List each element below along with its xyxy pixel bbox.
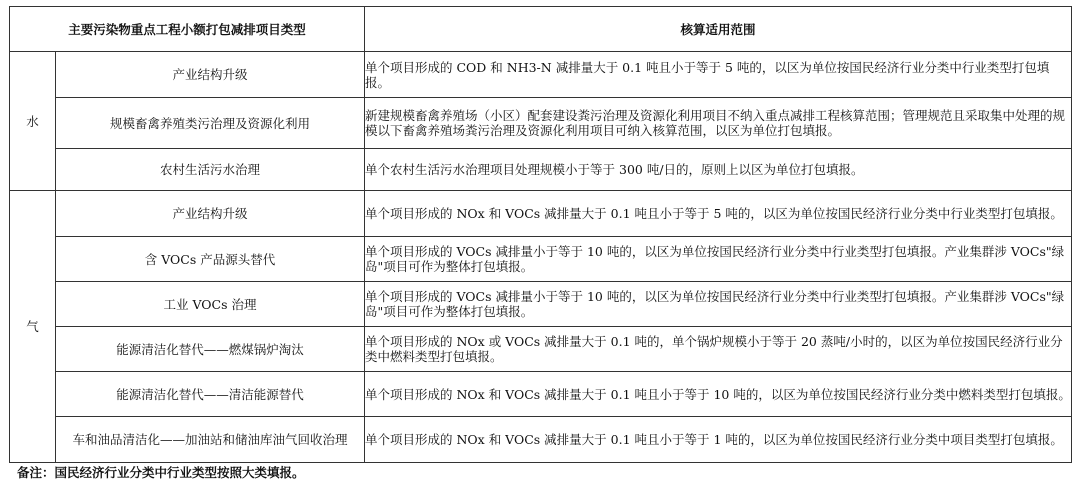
group-label-air: 气 xyxy=(10,191,56,463)
scope-text: 单个项目形成的 NOx 和 VOCs 减排量大于 0.1 吨且小于等于 1 吨的，以区为单位按国民经济行业分类中项目类型打包填报。 xyxy=(365,417,1072,463)
scope-text: 单个项目形成的 VOCs 减排量小于等于 10 吨的，以区为单位按国民经济行业分类中行业类型打包填报。产业集群涉 VOCs"绿岛"项目可作为整体打包填报。 xyxy=(365,237,1072,282)
scope-text: 单个项目形成的 NOx 和 VOCs 减排量大于 0.1 吨且小于等于 10 吨的，以区为单位按国民经济行业分类中燃料类型打包填报。 xyxy=(365,372,1072,417)
scope-text: 单个项目形成的 VOCs 减排量小于等于 10 吨的，以区为单位按国民经济行业分类中行业类型打包填报。产业集群涉 VOCs"绿岛"项目可作为整体打包填报。 xyxy=(365,282,1072,327)
scope-text: 单个项目形成的 COD 和 NH3-N 减排量大于 0.1 吨且小于等于 5 吨的，以区为单位按国民经济行业分类中行业类型打包填报。 xyxy=(365,52,1072,98)
table-row xyxy=(10,52,1072,98)
table-row xyxy=(10,282,1072,327)
table-header-row xyxy=(10,7,1072,52)
table-row xyxy=(10,149,1072,191)
project-category: 产业结构升级 xyxy=(56,52,365,98)
project-category: 能源清洁化替代——清洁能源替代 xyxy=(56,372,365,417)
project-category: 农村生活污水治理 xyxy=(56,149,365,191)
scope-text: 单个农村生活污水治理项目处理规模小于等于 300 吨/日的，原则上以区为单位打包填报。 xyxy=(365,149,1072,191)
project-category: 规模畜禽养殖类污治理及资源化利用 xyxy=(56,98,365,149)
project-type-header: 主要污染物重点工程小额打包减排项目类型 xyxy=(10,7,365,52)
project-category: 工业 VOCs 治理 xyxy=(56,282,365,327)
project-category: 车和油品清洁化——加油站和储油库油气回收治理 xyxy=(56,417,365,463)
scope-text: 新建规模畜禽养殖场（小区）配套建设粪污治理及资源化利用项目不纳入重点减排工程核算范围；管理规范且采取集中处理的规模以下畜禽养殖场粪污治理及资源化利用项目可纳入核算范围，以区为单位打包填报。 xyxy=(365,98,1072,149)
project-category: 含 VOCs 产品源头替代 xyxy=(56,237,365,282)
project-category: 能源清洁化替代——燃煤锅炉淘汰 xyxy=(56,327,365,372)
scope-text: 单个项目形成的 NOx 或 VOCs 减排量大于 0.1 吨的，单个锅炉规模小于等于 20 蒸吨/小时的，以区为单位按国民经济行业分类中燃料类型打包填报。 xyxy=(365,327,1072,372)
table-row xyxy=(10,327,1072,372)
table-row xyxy=(10,372,1072,417)
group-label-water: 水 xyxy=(10,52,56,191)
table-note: 备注：国民经济行业分类中行业类型按照大类填报。 xyxy=(17,465,305,480)
reduction-project-table xyxy=(9,6,1072,463)
table-row xyxy=(10,237,1072,282)
project-category: 产业结构升级 xyxy=(56,191,365,237)
scope-text: 单个项目形成的 NOx 和 VOCs 减排量大于 0.1 吨且小于等于 5 吨的，以区为单位按国民经济行业分类中行业类型打包填报。 xyxy=(365,191,1072,237)
scope-header: 核算适用范围 xyxy=(365,7,1072,52)
table-row xyxy=(10,191,1072,237)
table-row xyxy=(10,417,1072,463)
table-row xyxy=(10,98,1072,149)
